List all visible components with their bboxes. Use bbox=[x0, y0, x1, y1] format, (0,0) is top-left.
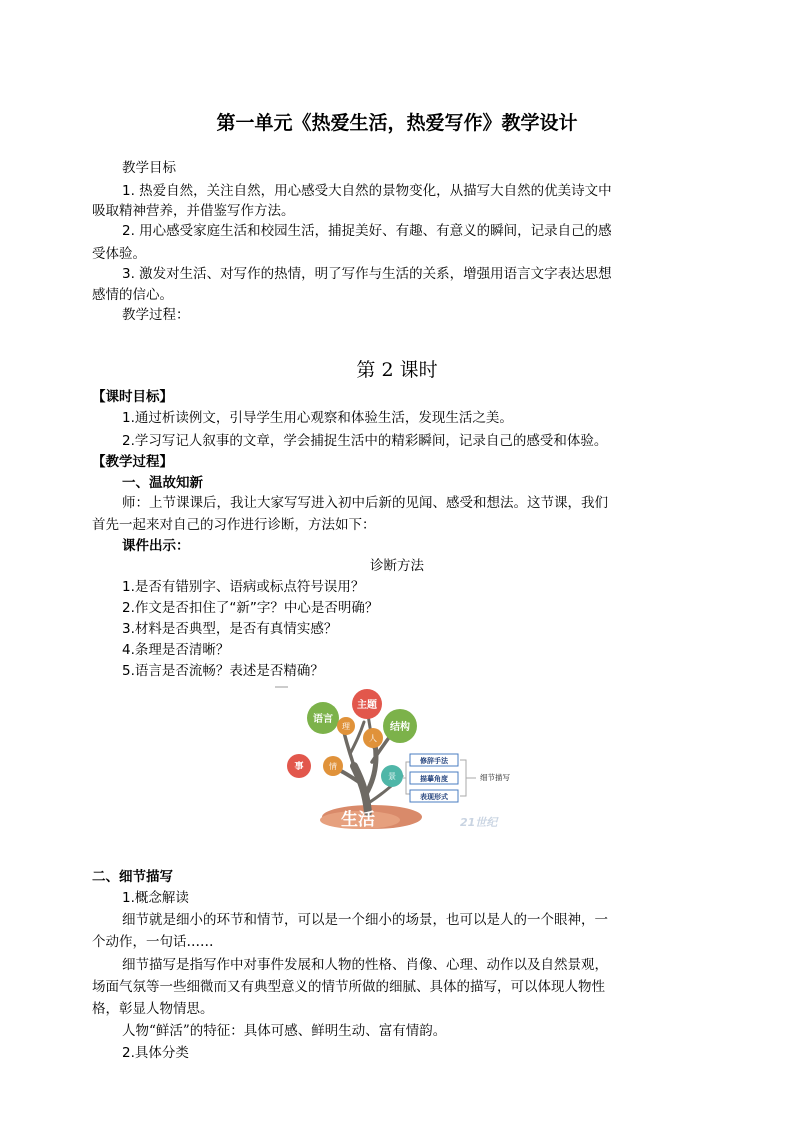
base-label: 生活 bbox=[341, 810, 375, 830]
svg-text:主题: 主题 bbox=[357, 700, 377, 711]
objective-1-line-2: 吸取精神营养，并借鉴写作方法。 bbox=[92, 203, 295, 219]
svg-text:描摹角度: 描摹角度 bbox=[420, 775, 448, 783]
section-2-sub-2: 2.具体分类 bbox=[122, 1045, 189, 1061]
detail-box bbox=[410, 790, 458, 802]
svg-text:人: 人 bbox=[369, 734, 377, 743]
watermark: 21世纪 bbox=[460, 816, 498, 829]
bubble-structure bbox=[383, 709, 417, 743]
bubble-event bbox=[287, 754, 311, 778]
svg-text:情: 情 bbox=[329, 762, 337, 771]
diagnosis-item: 3.材料是否典型，是否有真情实感？ bbox=[122, 621, 338, 637]
detail-box bbox=[410, 754, 458, 766]
teacher-line-2: 首先一起来对自己的习作进行诊断，方法如下： bbox=[92, 517, 376, 533]
bubble-language bbox=[307, 702, 339, 734]
svg-text:结构: 结构 bbox=[390, 722, 410, 733]
svg-text:理: 理 bbox=[342, 722, 350, 731]
detail-box bbox=[410, 772, 458, 784]
concept-para-1-line-1: 细节就是细小的环节和情节，可以是一个细小的场景，也可以是人的一个眼神，一 bbox=[122, 912, 608, 928]
concept-para-1-line-2: 个动作，一句话…… bbox=[92, 934, 214, 950]
objective-2-line-2: 受体验。 bbox=[92, 246, 146, 262]
bubble-emotion bbox=[323, 756, 343, 776]
bubble-reason bbox=[337, 717, 355, 735]
page-title: 第一单元《热爱生活，热爱写作》教学设计 bbox=[216, 112, 578, 134]
lesson-title: 第 2 课时 bbox=[356, 359, 438, 381]
lesson-goals-heading: 【课时目标】 bbox=[92, 389, 173, 405]
bubble-topic bbox=[352, 689, 382, 719]
svg-text:语言: 语言 bbox=[313, 714, 333, 725]
teaching-process-heading: 【教学过程】 bbox=[92, 454, 173, 470]
diagnosis-item: 2.作文是否扣住了“新”字？中心是否明确？ bbox=[122, 600, 379, 616]
bubble-person bbox=[363, 728, 383, 748]
bubble-scene bbox=[381, 765, 403, 787]
objective-3-line-1: 3. 激发对生活、对写作的热情，明了写作与生活的关系，增强用语言文字表达思想 bbox=[122, 266, 612, 282]
objective-1-line-1: 1. 热爱自然，关注自然，用心感受大自然的景物变化，从描写大自然的优美诗文中 bbox=[122, 183, 612, 199]
concept-para-2-line-2: 场面气氛等一些细微而又有典型意义的情节所做的细腻、具体的描写，可以体现人物性 bbox=[92, 979, 605, 995]
svg-text:修辞手法: 修辞手法 bbox=[420, 757, 448, 765]
diagnosis-item: 5.语言是否流畅？表述是否精确？ bbox=[122, 663, 324, 679]
process-label: 教学过程： bbox=[122, 307, 190, 323]
section-1-heading: 一、温故知新 bbox=[122, 475, 203, 491]
section-2-sub-1: 1.概念解读 bbox=[122, 890, 189, 906]
objective-3-line-2: 感情的信心。 bbox=[92, 287, 173, 303]
diagnosis-item: 1.是否有错别字、语病或标点符号误用？ bbox=[122, 579, 365, 595]
life-tree-diagram bbox=[270, 684, 532, 836]
svg-text:景: 景 bbox=[388, 772, 396, 781]
diagnosis-item: 4.条理是否清晰？ bbox=[122, 642, 230, 658]
courseware-label: 课件出示： bbox=[122, 538, 190, 554]
bracket-right bbox=[460, 760, 466, 796]
svg-text:事: 事 bbox=[294, 762, 304, 772]
bracket-left bbox=[406, 762, 410, 794]
objective-2-line-1: 2. 用心感受家庭生活和校园生活，捕捉美好、有趣、有意义的瞬间，记录自己的感 bbox=[122, 223, 612, 239]
lesson-goal-2: 2.学习写记人叙事的文章，学会捕捉生活中的精彩瞬间，记录自己的感受和体验。 bbox=[122, 433, 608, 449]
concept-para-2-line-3: 格，彰显人物情思。 bbox=[92, 1001, 214, 1017]
lesson-goal-1: 1.通过析读例文，引导学生用心观察和体验生活，发现生活之美。 bbox=[122, 410, 513, 426]
diagnosis-title: 诊断方法 bbox=[370, 558, 424, 574]
concept-para-2-line-1: 细节描写是指写作中对事件发展和人物的性格、肖像、心理、动作以及自然景观， bbox=[122, 957, 608, 973]
section-2-heading: 二、细节描写 bbox=[92, 869, 173, 885]
concept-para-3: 人物“鲜活”的特征：具体可感、鲜明生动、富有情韵。 bbox=[122, 1023, 447, 1039]
objectives-heading: 教学目标 bbox=[122, 160, 176, 176]
side-label: 细节描写 bbox=[480, 773, 510, 782]
teacher-line-1: 师：上节课课后，我让大家写写进入初中后新的见闻、感受和想法。这节课，我们 bbox=[122, 495, 608, 511]
svg-text:表现形式: 表现形式 bbox=[420, 793, 448, 801]
